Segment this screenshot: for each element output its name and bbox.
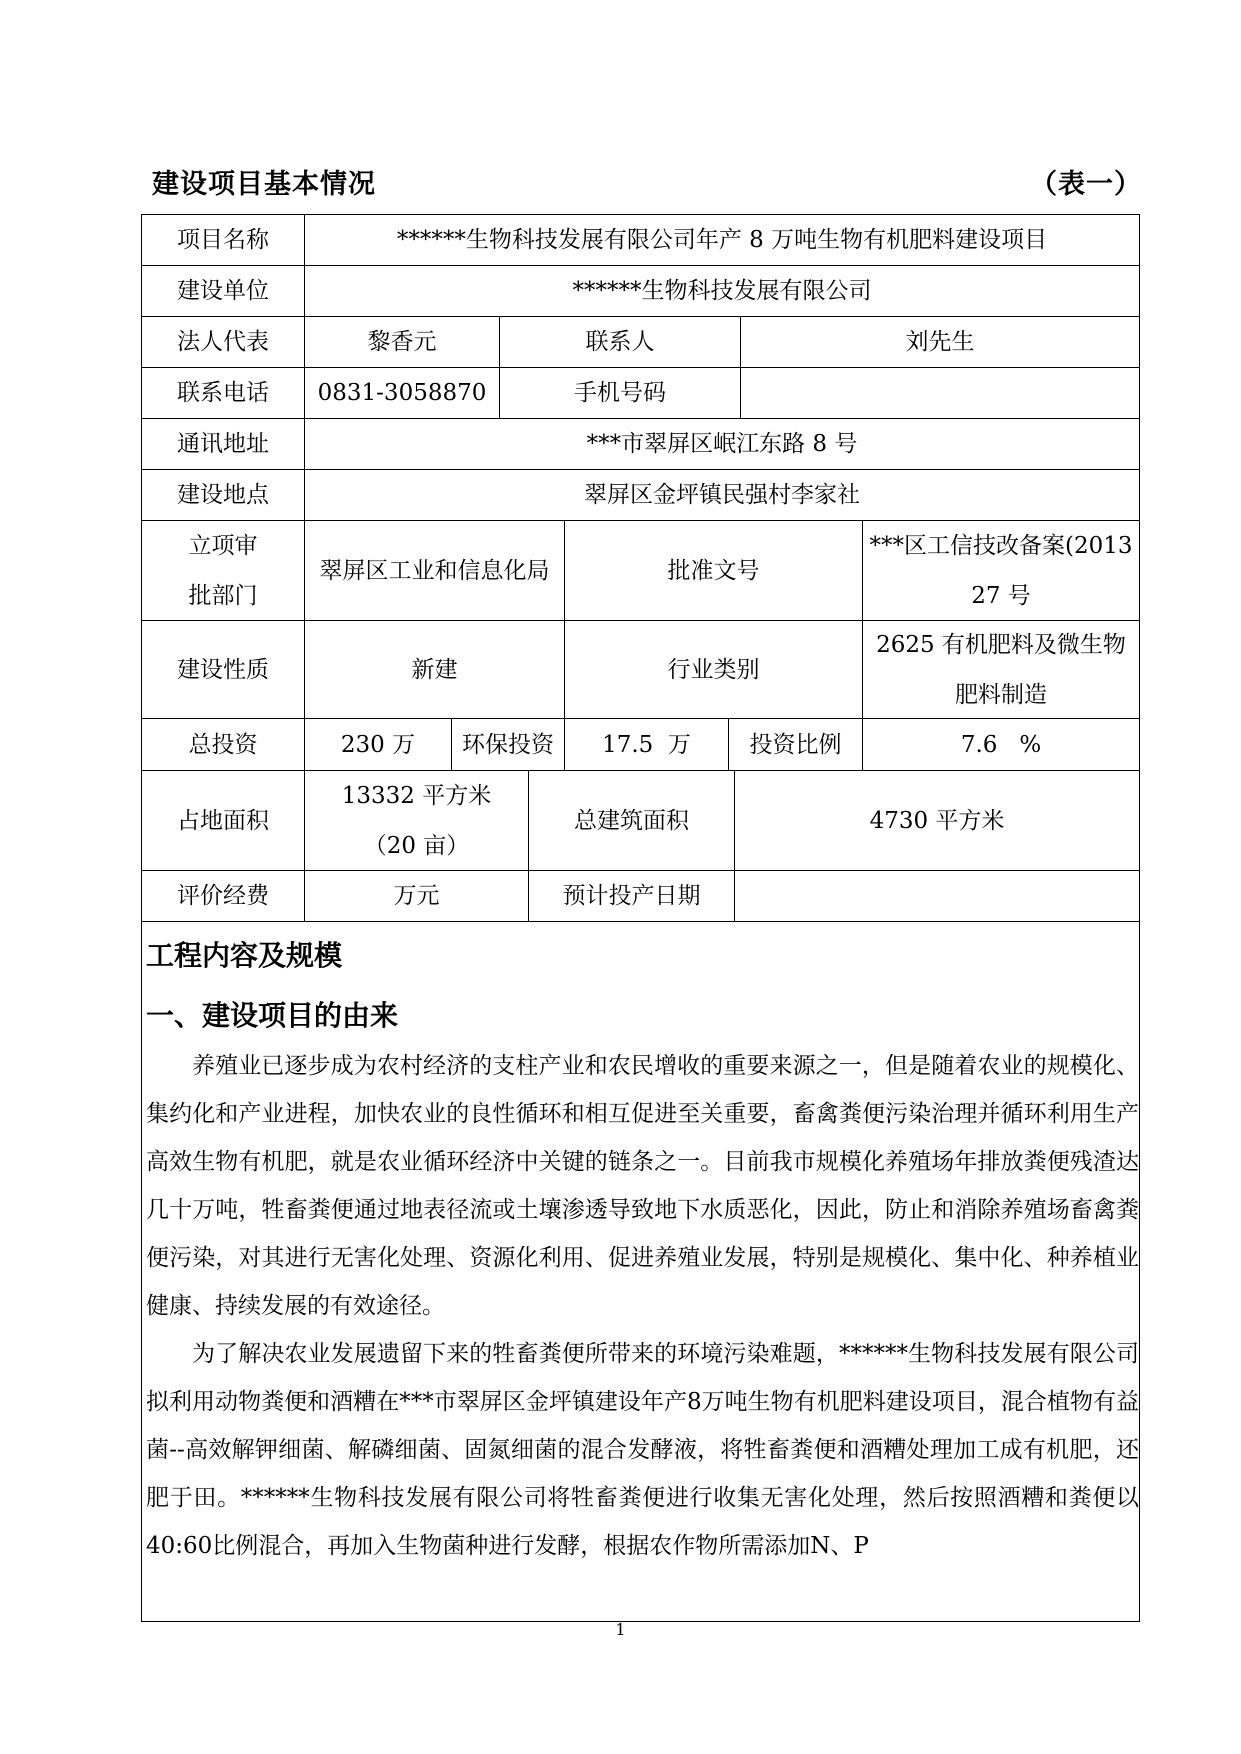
investment-ratio-value: 7.6 % (862, 719, 1139, 770)
land-area-label: 占地面积 (177, 807, 269, 834)
table-row (142, 215, 1139, 265)
content-area (142, 921, 1139, 1621)
land-area-sqm: 13332 平方米 (341, 782, 492, 809)
investment-ratio-label: 投资比例 (728, 719, 862, 770)
site-value: 翠屏区金坪镇民强村李家社 (304, 470, 1139, 520)
phone-value: 0831-3058870 (304, 368, 499, 418)
table-row (142, 520, 1139, 620)
contact-label: 联系人 (499, 317, 740, 367)
building-area-label: 总建筑面积 (528, 771, 734, 870)
subsection-title: 一、建设项目的由来 (146, 999, 399, 1032)
address-value: ***市翠屏区岷江东路 8 号 (304, 419, 1139, 469)
table-row (142, 418, 1139, 469)
approval-label: 立项审批部门 (188, 532, 258, 609)
page-title: 建设项目基本情况 (152, 169, 376, 200)
site-label: 建设地点 (177, 482, 269, 508)
production-date-value (734, 871, 1139, 921)
land-area-mu: （20 亩） (363, 832, 470, 859)
industry-value: 2625 有机肥料及微生物肥料制造 (862, 621, 1139, 718)
fee-label: 评价经费 (177, 883, 269, 909)
phone-label: 联系电话 (177, 380, 269, 406)
table-row (142, 870, 1139, 921)
address-label: 通讯地址 (177, 431, 269, 457)
builder-value: ******生物科技发展有限公司 (304, 266, 1139, 316)
table-row (142, 718, 1139, 770)
project-name-value: ******生物科技发展有限公司年产 8 万吨生物有机肥料建设项目 (304, 215, 1139, 265)
mobile-value (740, 368, 1139, 418)
paragraph: 为了解决农业发展遗留下来的牲畜粪便所带来的环境污染难题，******生物科技发展有限公司拟利用动物粪便和酒糟在***市翠屏区金坪镇建设年产8万吨生物有机肥料建设项目，混合植物有益菌--高效解钾细菌、解磷细菌、固氮细菌的混合发酵液，将牲畜粪便和酒糟处理加工成有机肥，还肥于田。******生物科技发展有限公司将牲畜粪便进行收集无害化处理，然后按照酒糟和粪便以40:60比例混合，再加入生物菌种进行发酵，根据农作物所需添加N、P (146, 1341, 1139, 1559)
approval-value: 翠屏区工业和信息化局 (304, 521, 564, 620)
table-row (142, 265, 1139, 316)
land-area-value (304, 771, 528, 870)
table-row (142, 620, 1139, 718)
section-title: 工程内容及规模 (146, 939, 343, 972)
nature-value: 新建 (304, 621, 564, 718)
approval-doc-label: 批准文号 (564, 521, 862, 620)
contact-value: 刘先生 (740, 317, 1139, 367)
legal-rep-label: 法人代表 (177, 329, 269, 355)
table-row (142, 316, 1139, 367)
nature-label: 建设性质 (177, 656, 269, 683)
paragraph: 养殖业已逐步成为农村经济的支柱产业和农民增收的重要来源之一，但是随着农业的规模化、集约化和产业进程，加快农业的良性循环和相互促进至关重要，畜禽粪便污染治理并循环利用生产高效生物有机肥，就是农业循环经济中关键的链条之一。目前我市规模化养殖场年排放粪便残渣达几十万吨，牲畜粪便通过地表径流或土壤渗透导致地下水质恶化，因此，防止和消除养殖场畜禽粪便污染，对其进行无害化处理、资源化利用、促进养殖业发展，特别是规模化、集中化、种养植业健康、持续发展的有效途径。 (146, 1053, 1139, 1319)
project-info-table (141, 214, 1140, 1622)
production-date-label: 预计投产日期 (528, 871, 734, 921)
approval-doc-value: ***区工信技改备案(2013 27 号 (862, 521, 1139, 620)
legal-rep-value: 黎香元 (304, 317, 499, 367)
table-row (142, 770, 1139, 870)
mobile-label: 手机号码 (499, 368, 740, 418)
project-name-label: 项目名称 (177, 227, 269, 253)
fee-value: 万元 (304, 871, 528, 921)
page-number: 1 (615, 1620, 626, 1639)
builder-label: 建设单位 (177, 278, 269, 304)
table-row (142, 367, 1139, 418)
investment-value: 230 万 (304, 719, 451, 770)
investment-label: 总投资 (188, 731, 258, 758)
building-area-value: 4730 平方米 (734, 771, 1139, 870)
env-investment-label: 环保投资 (451, 719, 564, 770)
table-label: （表一） (1030, 169, 1142, 200)
env-investment-value: 17.5 万 (564, 719, 728, 770)
table-row (142, 469, 1139, 520)
industry-label: 行业类别 (564, 621, 862, 718)
